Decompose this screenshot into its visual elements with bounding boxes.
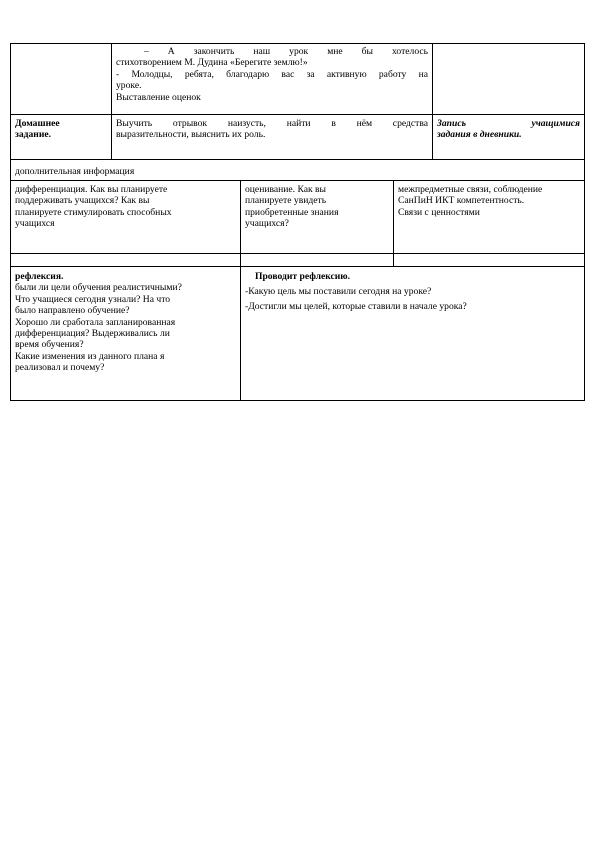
homework-label: Домашнее задание. xyxy=(15,118,60,141)
closing-line-2: стихотворением М. Дудина «Берегите землю!» xyxy=(116,57,308,69)
closing-line-1: – А закончить наш урок мне бы хотелось xyxy=(144,46,428,57)
homework-note-line-1: Запись учащимися xyxy=(437,118,580,129)
reflection-right-title: Проводит рефлексию. xyxy=(255,271,351,282)
homework-note xyxy=(432,116,584,141)
reflection-conduct-cell: Проводит рефлексию. -Какую цель мы поставили сегодня на уроке? -Достигли мы целей, которые ставили в начале урока? xyxy=(240,269,584,312)
extra-info-bottom-border xyxy=(10,180,585,181)
homework-task-line-2: выразительности, выяснить их роль. xyxy=(116,129,266,141)
closing-line-4: уроке. xyxy=(116,80,142,92)
homework-bottom-border xyxy=(10,159,585,160)
closing-remarks-cell xyxy=(111,44,432,103)
differentiation-cell: дифференциация. Как вы планируете поддерживать учащихся? Как вы планируете стимулировать способных учащихся xyxy=(15,184,172,230)
extra-info-heading: дополнительная информация xyxy=(15,166,135,177)
table-right-border xyxy=(584,43,585,401)
homework-task-line-1: Выучить отрывок наизусть, найти в нём средства xyxy=(116,118,428,129)
reflection-questions-cell: рефлексия. были ли цели обучения реалистичными? Что учащиеся сегодня узнали? На что было направлено обучение? Хорошо ли сработала запланированная дифференциация? Выдерживались ли время обучения? Какие изменения из данного плана я реализовал и почему? xyxy=(10,269,240,374)
spacer-bottom-border xyxy=(10,266,585,267)
closing-line-5: Выставление оценок xyxy=(116,91,201,103)
grid-bottom-border xyxy=(10,253,585,254)
homework-note-line-2: задания в дневники. xyxy=(437,129,522,141)
row1-bottom-border xyxy=(10,114,585,115)
table-bottom-border xyxy=(10,400,585,401)
reflection-title: рефлексия. xyxy=(15,271,64,282)
homework-task xyxy=(111,116,432,141)
col2-divider-top xyxy=(432,43,433,160)
interdisciplinary-cell: межпредметные связи, соблюдение СанПиН ИКТ компетентность. Связи с ценностями xyxy=(398,184,543,218)
closing-line-3: - Молодцы, ребята, благодарю вас за активную работу на xyxy=(116,68,428,80)
assessment-cell: оценивание. Как вы планируете увидеть приобретенные знания учащихся? xyxy=(245,184,339,230)
